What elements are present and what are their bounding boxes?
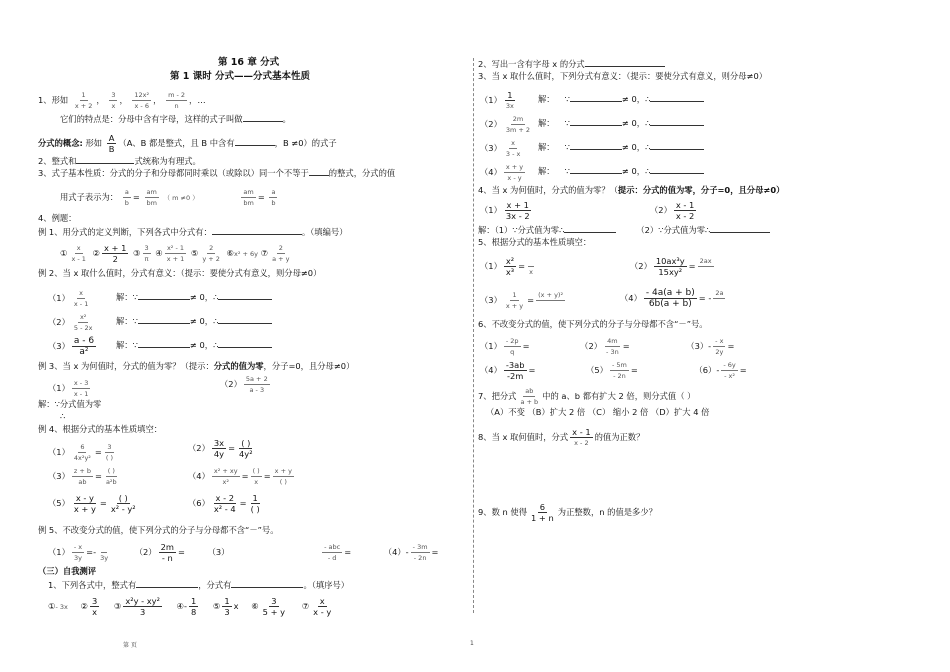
- therefore-symbol: ∴: [645, 142, 651, 152]
- answer-blank: [650, 92, 704, 102]
- therefore-symbol: ∴: [645, 166, 651, 176]
- ex2-solve3: [116, 338, 272, 351]
- answer-blank: [218, 338, 272, 348]
- answer-blank: [138, 314, 190, 324]
- fraction-a-over-b: $\frac{A}{B}$: [108, 133, 115, 154]
- fraction: $\frac{- 2p}{q}$: [505, 337, 519, 356]
- fraction: $\frac{1}{x + 2}$: [74, 91, 93, 110]
- r5-item2: （2） $\frac{\text{10ax³y}}{\text{15xy²}}$ = 2ax: [630, 256, 712, 277]
- ex2-line: 例 2、当 x 取什么值时，分式有意义：（提示：要使分式有意义，则分母≠0）: [38, 268, 322, 278]
- fraction: $\frac{-3ab}{-2m}$: [505, 360, 525, 381]
- neq-zero: ≠ 0，: [189, 340, 214, 350]
- r3-item4: （4） $\frac{x + y}{x - y}$: [480, 163, 524, 182]
- fraction: x - 1 x - 2: [572, 427, 591, 447]
- r3-solve3: [538, 140, 704, 153]
- ex3-end: ，分子=0，且分母≠0）: [263, 361, 355, 371]
- ex5-line: 例 5、不改变分式的值，使下列分式的分子与分母都不含“－”号。: [38, 525, 279, 535]
- fraction: ( ) x² - y²: [110, 493, 136, 514]
- fraction: $\frac{x}{x - y}$: [313, 596, 332, 617]
- fraction: $\frac{6}{1 + n}$: [531, 502, 554, 523]
- fraction: (x + y)²: [538, 291, 564, 299]
- fraction: $\frac{am}{bm}$: [146, 188, 157, 207]
- self-test-heading: （三）自我测评: [38, 566, 97, 576]
- fraction: x + y ( ): [274, 467, 292, 486]
- q4-label: 4、例题：: [38, 213, 77, 223]
- q3-line: [38, 166, 395, 179]
- concept-label: 分式的概念:: [38, 138, 83, 148]
- r5-item3: （3） $\frac{1}{x + y}$ = (x + y)²: [480, 291, 564, 310]
- ex3-text: 例 3、当 x 为何值时，分式的值为零？（提示：: [38, 361, 214, 371]
- fraction: $\frac{4m}{- 3n}$: [606, 337, 619, 356]
- r6-row2: （4） $\frac{-3ab}{-2m}$ = （5） $\frac{- 5m}{- 2n}$ = （6）- $\frac{- 6y}{\text{- x²}}$ =: [480, 360, 747, 381]
- q1-feature: [60, 112, 291, 125]
- fraction: $\frac{\text{x² + xy}}{\text{x²}}$: [213, 467, 238, 486]
- fraction: $\frac{1}{x + y}$: [505, 291, 524, 310]
- lesson-title: 第 1 课时 分式——分式基本性质: [170, 71, 311, 82]
- r3-solve2: [538, 116, 704, 129]
- r2-line: [478, 57, 665, 70]
- r3-solve1: [538, 92, 704, 105]
- r3-item1: （1） 1 3x: [480, 90, 514, 110]
- q2-text: 2、整式和: [38, 156, 77, 166]
- fraction: $\frac{x + y}{x - y}$: [505, 163, 524, 182]
- q2-end: 式统称为有理式。: [134, 156, 201, 166]
- fraction: - abc - d: [324, 543, 341, 562]
- q3-text: 3、式子基本性质：分式的分子和分母都同时乘以（或除以）同一个不等于: [38, 168, 309, 178]
- because-symbol: ∵: [564, 166, 570, 176]
- r4-solve: [478, 223, 770, 236]
- fraction: $\frac{x}{x - 1}$: [73, 289, 89, 308]
- because-symbol: ∵: [564, 142, 570, 152]
- because-symbol: ∵: [132, 316, 138, 326]
- fraction: $\frac{3}{5 + y}$: [262, 596, 286, 617]
- fraction: $\frac{a - 6}{\text{a²}}$: [73, 336, 95, 357]
- r8-line: [478, 427, 644, 448]
- ex2-item3: （3） $\frac{a - 6}{\text{a²}}$: [48, 336, 95, 357]
- st1-text: 1、下列各式中，整式有: [48, 580, 137, 590]
- q1-feature-end: 。: [282, 114, 291, 124]
- page-number: 1: [470, 640, 474, 647]
- fraction: 2a: [715, 289, 724, 297]
- answer-blank: [231, 578, 303, 588]
- fraction: $\frac{3}{x}$: [111, 91, 116, 110]
- ex4-item5: （5） $\frac{x - y}{x + y}$ = ( ) x² - y²: [48, 493, 136, 514]
- ex2-item2: （2） $\frac{\text{x²}}{5 - 2x}$: [48, 313, 93, 332]
- answer-blank: [570, 164, 622, 174]
- ex3-therefore: ∴: [60, 411, 66, 421]
- fraction: $\frac{2}{a + y}$: [272, 244, 290, 263]
- answer-blank: [218, 314, 272, 324]
- concept-line: [38, 133, 337, 154]
- fraction: $\frac{x + 1}{2}$: [104, 243, 127, 264]
- neq-zero: ≠ 0，: [621, 142, 646, 152]
- fraction: $\frac{3}{x}$: [91, 596, 98, 617]
- r8-text-a: 8、当 x 取何值时，分式: [478, 432, 569, 442]
- q3b-text: 用式子表示为：: [60, 192, 119, 202]
- ex4-item1: （1） $\frac{6}{\text{4x²y²}}$ = 3 ( ): [48, 443, 114, 462]
- q1-ellipsis: ，…: [189, 95, 206, 105]
- ex4-item2: （2） $\frac{3x}{4y}$ = ( ) 4y²: [188, 438, 253, 459]
- solve-label: 解：: [538, 142, 555, 152]
- r4-solve-a: 解：（1）∵分式值为零∴: [478, 225, 565, 235]
- r5-item1: （1） $\frac{\text{x²}}{\text{x³}}$ = x: [480, 256, 533, 277]
- fraction: $\frac{am}{bm}$: [243, 188, 254, 207]
- concept-text-b: （A、B 都是整式，且 B 中含有: [118, 138, 235, 148]
- fraction: $\frac{x - y}{x + y}$: [73, 493, 96, 514]
- fraction: $\frac{- x}{2y}$: [715, 337, 724, 356]
- ex2-item1: （1） $\frac{x}{x - 1}$: [48, 289, 89, 308]
- ex2-solve2: [116, 314, 272, 327]
- fraction: $\frac{\text{10ax³y}}{\text{15xy²}}$: [655, 256, 685, 277]
- answer-blank: [212, 225, 302, 235]
- answer-blank: [218, 290, 272, 300]
- ex4-line: 例 4、根据分式的基本性质填空：: [38, 424, 163, 434]
- fraction: 3 ( ): [105, 443, 114, 462]
- r3-item2: （2） $\frac{2m}{3m + 2}$: [480, 115, 531, 134]
- solve-label: 解：: [538, 118, 555, 128]
- answer-blank: [309, 166, 329, 176]
- fraction: $\frac{a}{b}$: [124, 188, 129, 207]
- ex3-bold: 分式的值为零: [213, 361, 264, 371]
- r5-line: 5、根据分式的基本性质填空：: [478, 237, 592, 247]
- r9-text-a: 9、数 n 使得: [478, 507, 527, 517]
- concept-text-a: 形如: [85, 138, 103, 148]
- answer-blank: [570, 116, 622, 126]
- q3b-line: 用式子表示为： $\frac{a}{b}$ = $\frac{am}{bm}$ （ m ≠0 ） $\frac{am}{bm}$ = $\frac{a}{b}$: [60, 188, 276, 207]
- left-column: [0, 0, 470, 672]
- r6-line: 6、不改变分式的值，使下列分式的分子与分母都不含“－”号。: [478, 319, 708, 329]
- ex3-solve: 解：∵分式值为零: [38, 399, 102, 409]
- concept-text-c: ，B ≠0）的式子: [274, 138, 337, 148]
- r6-row1: （1） $\frac{- 2p}{q}$ = （2） $\frac{4m}{- 3n}$ = （3）- $\frac{- x}{2y}$ =: [480, 337, 735, 356]
- fraction: $\frac{- 5m}{- 2n}$: [611, 361, 627, 380]
- ex2-solve1: [116, 290, 272, 303]
- solve-label: 解：: [538, 166, 555, 176]
- answer-blank: [650, 116, 704, 126]
- r9-text-b: 为正整数，n 的值是多少？: [557, 507, 657, 517]
- q1-feature-text: 它们的特点是：分母中含有字母，这样的式子叫做: [60, 114, 243, 124]
- fraction: $\frac{3}{\pi}$: [144, 244, 149, 263]
- fraction: $\frac{z + b}{ab}$: [73, 467, 91, 486]
- r7-options: （A）不变 （B）扩大 2 倍 （C） 缩小 2 倍 （D）扩大 4 倍: [486, 407, 710, 417]
- st1-options: ①- 3x ② $\frac{3}{x}$ ③ $\frac{\text{x²y - xy²}}{3}$ ④- $\frac{1}{8}$ ⑤ $\frac{1}{3}$ x ⑥ $\frac{3}{5 + y}$ ⑦ $\frac{x}{x - y}$: [48, 596, 332, 617]
- fraction: 1 ( ): [250, 493, 260, 514]
- fraction: 3y: [98, 542, 110, 563]
- solve-label: 解：: [538, 94, 555, 104]
- fraction: $\frac{x}{3 - x}$: [505, 139, 521, 158]
- ex4-item3: （3） $\frac{z + b}{ab}$ = ( ) a²b: [48, 467, 117, 486]
- answer-blank: [136, 578, 198, 588]
- ex1-line: [38, 225, 348, 238]
- answer-blank: [650, 140, 704, 150]
- ex3-line: [38, 360, 354, 372]
- r2-text: 2、写出一含有字母 x 的分式: [478, 59, 585, 69]
- fraction: ( ) x: [252, 467, 260, 486]
- r7-text-b: 中的 a、b 都有扩大 2 倍，则分式值（ ）: [542, 391, 696, 401]
- fraction: $\frac{- x}{3y}$: [73, 543, 83, 562]
- fraction: ( ) a²b: [105, 467, 117, 486]
- fraction: $\frac{\text{x²}}{5 - 2x}$: [73, 313, 93, 332]
- fraction: $\frac{m - 2}{n}$: [168, 91, 186, 110]
- r4-bold: 提示：分式的值为零，分子=0，且分母≠0）: [617, 185, 785, 195]
- fraction: $\frac{a}{b}$: [271, 188, 276, 207]
- answer-blank: [76, 154, 134, 164]
- r4-text: 4、当 x 为何值时，分式的值为零？（: [478, 185, 618, 195]
- answer-blank: [235, 136, 275, 146]
- q3-end: 的整式，分式的值: [328, 168, 396, 178]
- r7-text-a: 7、把分式: [478, 391, 517, 401]
- ex4-item4: （4） $\frac{\text{x² + xy}}{\text{x²}}$ = ( ) x = x + y ( ): [188, 467, 292, 486]
- ex4-item6: （6） $\frac{x - 2}{\text{x² - 4}}$ = 1 ( ): [188, 493, 260, 514]
- ex5-items: （1） $\frac{- x}{3y}$ =- 3y （2） $\frac{2m}{- n}$ = （3） - abc - d = （4）- $\frac{- 3m}{- 2n}$ =: [48, 542, 439, 563]
- ex1-text: 例 1、用分式的定义判断，下列各式中分式有：: [38, 227, 212, 237]
- right-column: [470, 0, 950, 672]
- st1-mid: ，分式有: [198, 580, 232, 590]
- st1-line: [48, 578, 349, 591]
- therefore-symbol: ∴: [213, 340, 219, 350]
- page-label: 第 页: [123, 642, 137, 649]
- fraction: $\frac{5a + 2}{a - 3}$: [245, 375, 268, 394]
- r3-item3: （3） $\frac{x}{3 - x}$: [480, 139, 521, 158]
- neq-zero: ≠ 0，: [189, 316, 214, 326]
- answer-blank: [138, 338, 190, 348]
- fraction: $\frac{6}{\text{4x²y²}}$: [73, 443, 91, 462]
- ex3-item2: （2） $\frac{5a + 2}{a - 3}$: [220, 375, 268, 394]
- fraction: $\frac{- 4a(a + b)}{6b(a + b)}$: [645, 288, 695, 309]
- therefore-symbol: ∴: [645, 118, 651, 128]
- neq-zero: ≠ 0，: [189, 292, 214, 302]
- fraction: $\frac{\text{x² - 1}}{x + 1}$: [166, 244, 185, 263]
- r4-solve-b: （2）∵分式值为零∴: [636, 225, 711, 235]
- answer-blank: [710, 223, 770, 233]
- neq-zero: ≠ 0，: [621, 118, 646, 128]
- r4-item2: （2） $\frac{x - 1}{x - 2}$: [650, 200, 695, 221]
- fraction: $\frac{\text{12x²}}{x - 6}$: [134, 91, 150, 110]
- ex3-item1: （1） $\frac{x - 3}{x - 1}$: [48, 379, 89, 398]
- because-symbol: ∵: [132, 340, 138, 350]
- r3-line: 3、当 x 取什么值时，下列分式有意义：（提示：要使分式有意义，则分母≠0）: [478, 71, 768, 81]
- r9-line: [478, 502, 657, 523]
- solve-label: 解：: [116, 292, 133, 302]
- answer-blank: [585, 57, 665, 67]
- neq-zero: ≠ 0，: [621, 166, 646, 176]
- r5-item4: （4） $\frac{- 4a(a + b)}{6b(a + b)}$ = - 2a: [620, 288, 724, 309]
- r4-line: [478, 184, 784, 196]
- ex1-end: 。（填编号）: [301, 227, 348, 237]
- fraction: x: [527, 256, 535, 277]
- therefore-symbol: ∴: [213, 292, 219, 302]
- st1-end: 。（填序号）: [303, 580, 350, 590]
- fraction: $\frac{1}{8}$: [190, 596, 197, 617]
- r4-item1: （1） $\frac{x + 1}{3x - 2}$: [480, 200, 530, 221]
- q1-intro: 1、形如: [38, 95, 69, 105]
- r3-solve4: [538, 164, 704, 177]
- answer-blank: [570, 92, 622, 102]
- ex1-options: ① $\frac{x}{x - 1}$ ② $\frac{x + 1}{2}$ ③ $\frac{3}{\pi}$ ④ $\frac{\text{x² - 1}}{x + 1}$ ⑤ $\frac{2}{y + 2}$ ⑥x² + 6y ⑦ $\frac{2}{a + y}$: [60, 243, 290, 264]
- answer-blank: [570, 140, 622, 150]
- therefore-symbol: ∴: [645, 94, 651, 104]
- because-symbol: ∵: [564, 118, 570, 128]
- fraction: $\frac{x - 3}{x - 1}$: [73, 379, 89, 398]
- fraction: $\frac{- 3m}{- 2n}$: [412, 543, 428, 562]
- fraction: $\frac{2m}{- n}$: [160, 542, 174, 563]
- answer-blank: [138, 290, 190, 300]
- fraction: $\frac{x + 1}{3x - 2}$: [505, 200, 530, 221]
- solve-label: 解：: [116, 340, 133, 350]
- solve-label: 解：: [116, 316, 133, 326]
- chapter-title: 第 16 章 分式: [218, 57, 280, 68]
- q3b-condition: （ m ≠0 ）: [163, 194, 199, 202]
- fraction: $\frac{\text{x²}}{\text{x³}}$: [505, 256, 515, 277]
- fraction: $\frac{2}{y + 2}$: [202, 244, 220, 263]
- fraction: $\frac{ab}{a + b}$: [520, 387, 539, 406]
- fraction: 1 3x: [505, 90, 514, 110]
- answer-blank: [650, 164, 704, 174]
- fraction: $\frac{3x}{4y}$: [213, 438, 225, 459]
- because-symbol: ∵: [132, 292, 138, 302]
- neq-zero: ≠ 0，: [621, 94, 646, 104]
- fraction: $\frac{x}{x - 1}$: [71, 244, 86, 263]
- fraction: $\frac{x - 1}{x - 2}$: [675, 200, 695, 221]
- fraction: $\frac{x - 2}{\text{x² - 4}}$: [213, 493, 236, 514]
- because-symbol: ∵: [564, 94, 570, 104]
- fraction: $\frac{1}{3}$: [224, 596, 230, 617]
- r7-line: [478, 386, 695, 407]
- answer-blank: [564, 223, 616, 233]
- q1-line: 1、形如 $\frac{1}{x + 2}$ ， $\frac{3}{x}$ ， $\frac{\text{12x²}}{x - 6}$ ， $\frac{m - 2}{n}$ ，…: [38, 91, 206, 110]
- therefore-symbol: ∴: [213, 316, 219, 326]
- answer-blank: [243, 112, 283, 122]
- fraction: $\frac{2m}{3m + 2}$: [505, 115, 531, 134]
- fraction: $\frac{- 6y}{\text{- x²}}$: [723, 361, 736, 380]
- r8-text-b: 的值为正数？: [594, 432, 645, 442]
- fraction: 2ax: [699, 257, 712, 265]
- fraction: $\frac{\text{x²y - xy²}}{3}$: [125, 596, 160, 617]
- fraction: ( ) 4y²: [239, 438, 253, 459]
